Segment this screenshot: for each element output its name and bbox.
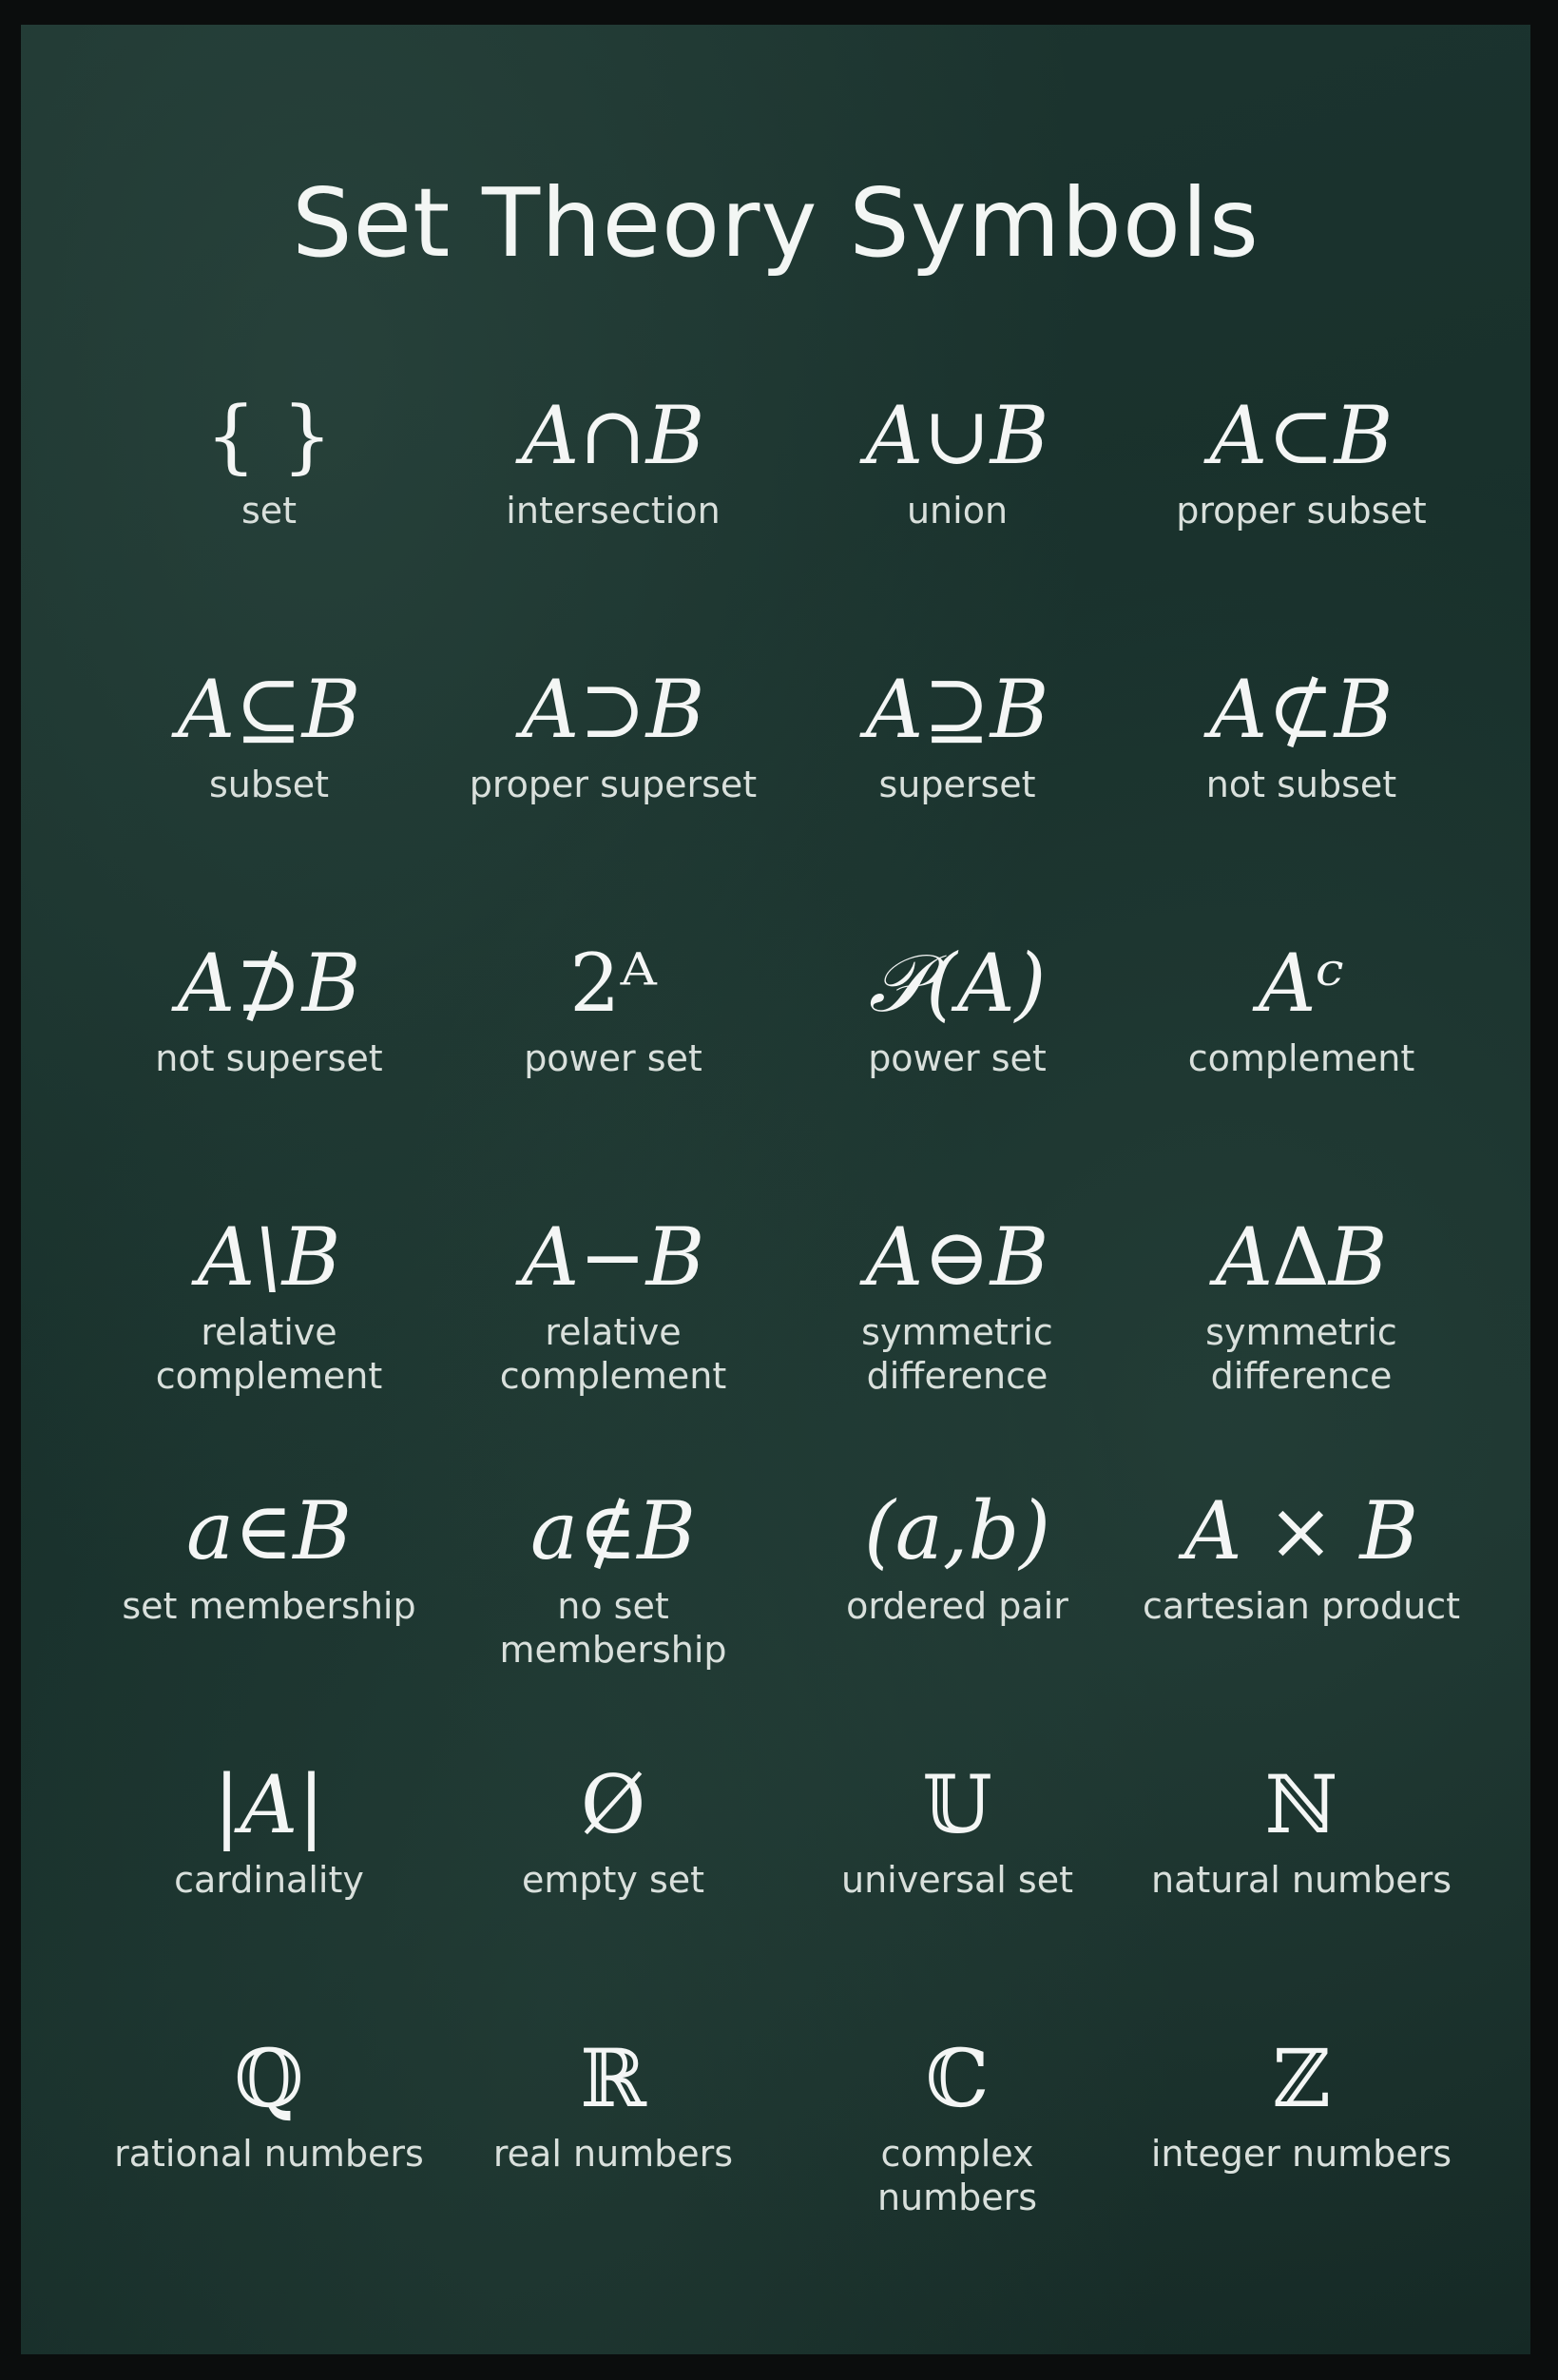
symbol-glyph: ℂ — [925, 2032, 990, 2125]
symbol-card-union — [785, 386, 1129, 660]
symbol-grid — [97, 386, 1475, 2303]
symbol-name: subset — [208, 764, 330, 805]
symbol-glyph: ℤ — [1272, 2032, 1331, 2125]
symbol-name: universal set — [840, 1859, 1073, 1901]
symbol-card-relative-complement-backslash — [97, 1208, 441, 1481]
symbol-card-set — [97, 386, 441, 660]
symbol-name: union — [906, 490, 1009, 532]
symbol-glyph: A∪B — [865, 389, 1049, 482]
symbol-name: symmetric difference — [1205, 1311, 1397, 1397]
symbol-name: not superset — [155, 1037, 383, 1079]
symbol-name: real numbers — [492, 2133, 734, 2175]
symbol-card-complement — [1129, 934, 1473, 1208]
symbol-card-proper-superset — [441, 660, 785, 934]
symbol-card-symmetric-difference-delta — [1129, 1208, 1473, 1481]
symbol-name: cartesian product — [1142, 1585, 1461, 1627]
symbol-glyph: A⊃B — [521, 663, 705, 756]
symbol-card-proper-subset — [1129, 386, 1473, 660]
symbol-glyph: ℚ — [234, 2032, 304, 2125]
symbol-glyph: ℝ — [580, 2032, 646, 2125]
symbol-name: power set — [524, 1037, 702, 1079]
chalkboard-poster — [21, 25, 1530, 2354]
symbol-card-real-numbers — [441, 2029, 785, 2303]
symbol-glyph: A∩B — [521, 389, 705, 482]
symbol-glyph: A⊖B — [865, 1210, 1049, 1304]
symbol-card-empty-set — [441, 1755, 785, 2029]
symbol-card-ordered-pair — [785, 1481, 1129, 1755]
symbol-glyph: ℕ — [1264, 1758, 1338, 1851]
symbol-card-relative-complement-minus — [441, 1208, 785, 1481]
symbol-card-cartesian-product — [1129, 1481, 1473, 1755]
symbol-glyph: 𝕌 — [922, 1758, 992, 1851]
symbol-name: cardinality — [174, 1859, 364, 1901]
symbol-glyph: A⊆B — [177, 663, 361, 756]
symbol-card-complex-numbers — [785, 2029, 1129, 2303]
symbol-name: set — [240, 490, 298, 532]
symbol-card-rational-numbers — [97, 2029, 441, 2303]
symbol-glyph: A × B — [1183, 1484, 1419, 1577]
poster-title: Set Theory Symbols — [292, 167, 1260, 279]
symbol-card-integer-numbers — [1129, 2029, 1473, 2303]
symbol-glyph: A⊇B — [865, 663, 1049, 756]
symbol-name: natural numbers — [1150, 1859, 1452, 1901]
symbol-name: relative complement — [155, 1311, 383, 1397]
symbol-card-power-set-exponent — [441, 934, 785, 1208]
symbol-name: proper subset — [1176, 490, 1427, 532]
symbol-name: rational numbers — [114, 2133, 424, 2175]
symbol-glyph: (a,b) — [863, 1484, 1051, 1577]
symbol-glyph: 2ᴬ — [569, 937, 657, 1030]
symbol-name: set membership — [122, 1585, 416, 1627]
symbol-glyph: 𝒫(A) — [868, 937, 1047, 1030]
symbol-glyph: A⊂B — [1209, 389, 1394, 482]
symbol-name: ordered pair — [846, 1585, 1068, 1627]
symbol-glyph: Aᶜ — [1258, 937, 1345, 1030]
symbol-glyph: Ø — [580, 1758, 646, 1851]
symbol-name: integer numbers — [1150, 2133, 1452, 2175]
symbol-name: relative complement — [499, 1311, 727, 1397]
symbol-card-power-set-script — [785, 934, 1129, 1208]
symbol-card-not-superset — [97, 934, 441, 1208]
symbol-glyph: A∆B — [1215, 1210, 1388, 1304]
symbol-name: not subset — [1205, 764, 1397, 805]
symbol-card-set-membership — [97, 1481, 441, 1755]
symbol-name: empty set — [521, 1859, 705, 1901]
symbol-card-cardinality — [97, 1755, 441, 2029]
symbol-name: no set membership — [499, 1585, 727, 1671]
symbol-card-universal-set — [785, 1755, 1129, 2029]
symbol-card-natural-numbers — [1129, 1755, 1473, 2029]
symbol-name: proper superset — [469, 764, 758, 805]
symbol-glyph: A⊅B — [177, 937, 361, 1030]
symbol-name: power set — [868, 1037, 1047, 1079]
symbol-name: symmetric difference — [861, 1311, 1053, 1397]
symbol-card-subset — [97, 660, 441, 934]
symbol-card-not-subset — [1129, 660, 1473, 934]
symbol-glyph: a∈B — [186, 1484, 352, 1577]
symbol-glyph: A\B — [197, 1210, 341, 1304]
symbol-glyph: a∉B — [530, 1484, 696, 1577]
symbol-glyph: |A| — [213, 1758, 325, 1851]
symbol-name: superset — [878, 764, 1036, 805]
symbol-glyph: A⊄B — [1209, 663, 1394, 756]
symbol-card-superset — [785, 660, 1129, 934]
symbol-card-no-set-membership — [441, 1481, 785, 1755]
symbol-glyph: A−B — [521, 1210, 705, 1304]
symbol-card-symmetric-difference-theta — [785, 1208, 1129, 1481]
symbol-card-intersection — [441, 386, 785, 660]
symbol-name: complex numbers — [876, 2133, 1038, 2218]
symbol-name: intersection — [506, 490, 721, 532]
symbol-glyph: { } — [205, 389, 333, 482]
symbol-name: complement — [1187, 1037, 1415, 1079]
